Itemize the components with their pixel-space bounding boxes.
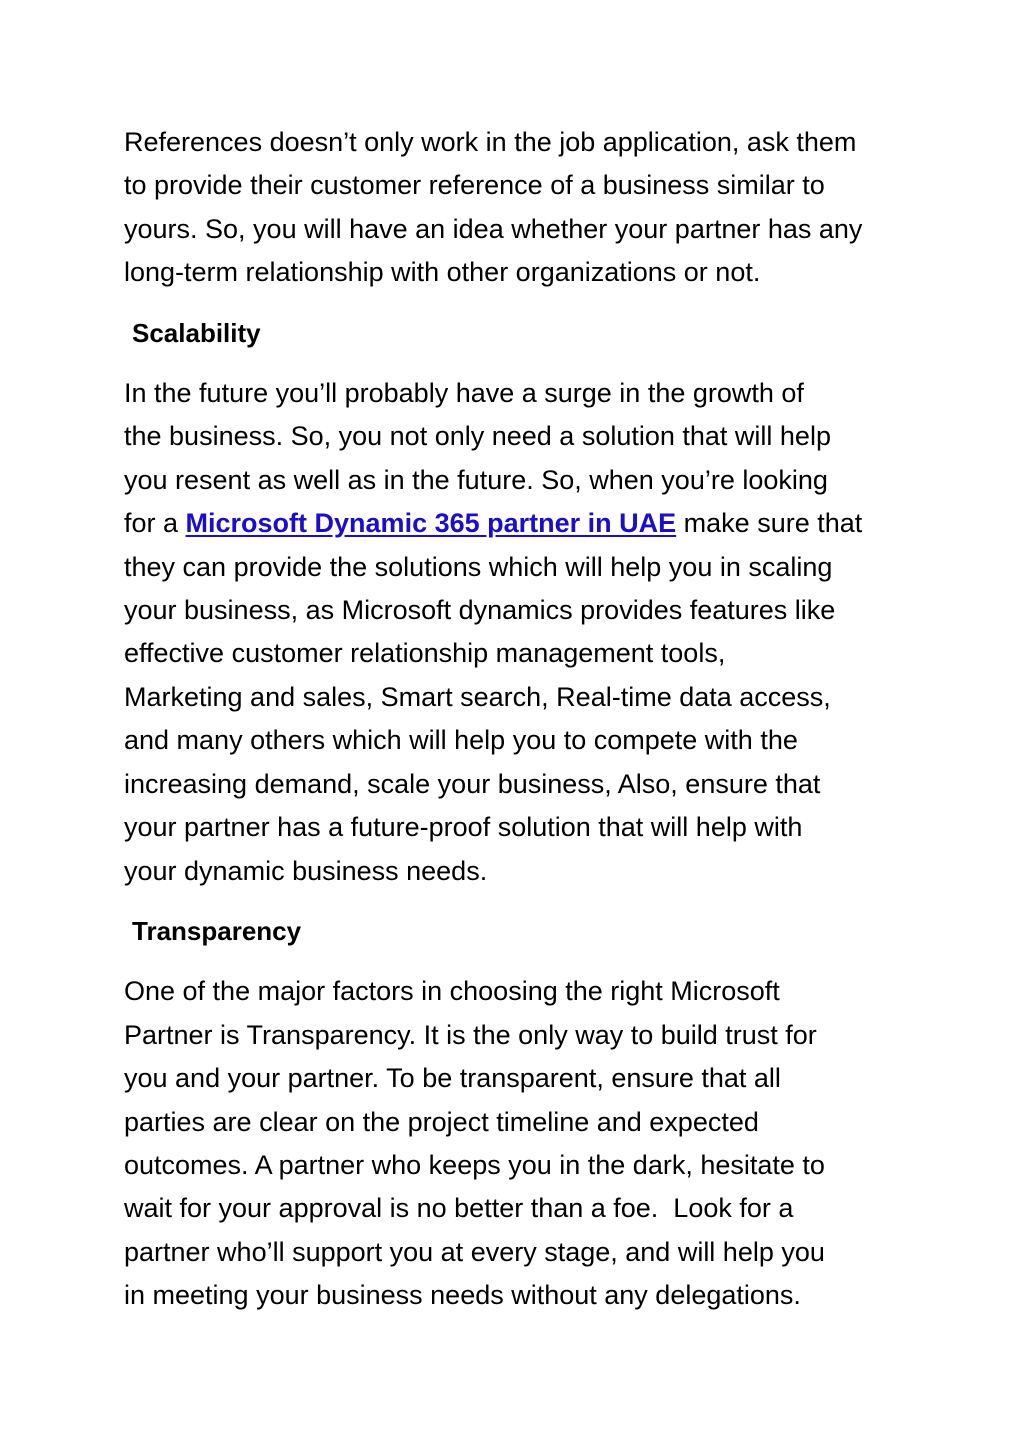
text-line: your partner has a future-proof solution that will help with [124, 812, 803, 843]
text-line: parties are clear on the project timeline and expected [124, 1106, 759, 1137]
text-line: partner who’ll support you at every stage, and will help you [124, 1236, 825, 1267]
text-line: the business. So, you not only need a solution that will help [124, 421, 831, 452]
text-line: effective customer relationship management tools, [124, 638, 726, 669]
text-line: in meeting your business needs without any delegations. [124, 1280, 801, 1311]
text-line: your business, as Microsoft dynamics provides features like [124, 595, 836, 626]
document-body [124, 121, 914, 1318]
text-fragment: make sure that [676, 508, 863, 539]
text-line: increasing demand, scale your business, Also, ensure that [124, 768, 821, 799]
text-line: and many others which will help you to compete with the [124, 725, 798, 756]
paragraph-transparency [124, 970, 914, 1317]
text-fragment: for a [124, 508, 186, 539]
text-line: Marketing and sales, Smart search, Real-time data access, [124, 681, 831, 712]
text-line: they can provide the solutions which will help you in scaling [124, 551, 833, 582]
text-line: wait for your approval is no better than a foe. Look for a [124, 1193, 794, 1224]
text-line: Partner is Transparency. It is the only way to build trust for [124, 1019, 817, 1050]
heading-transparency: Transparency [132, 915, 302, 946]
text-line: In the future you’ll probably have a surge in the growth of [124, 378, 804, 409]
text-line: References doesn’t only work in the job application, ask them [124, 127, 857, 157]
text-line: to provide their customer reference of a business similar to [124, 170, 825, 201]
text-line: long-term relationship with other organizations or not. [124, 257, 761, 288]
text-line: outcomes. A partner who keeps you in the dark, hesitate to [124, 1149, 825, 1180]
text-line: you and your partner. To be transparent, ensure that all [124, 1063, 781, 1094]
text-line: you resent as well as in the future. So, when you’re looking [124, 464, 828, 495]
text-line: One of the major factors in choosing the right Microsoft [124, 976, 780, 1007]
heading-scalability: Scalability [132, 317, 261, 348]
text-line-with-link [124, 502, 914, 545]
paragraph-references [124, 121, 914, 295]
text-line: yours. So, you will have an idea whether your partner has any [124, 213, 863, 244]
text-line: your dynamic business needs. [124, 855, 488, 886]
paragraph-scalability [124, 372, 914, 893]
microsoft-dynamics-partner-link[interactable]: Microsoft Dynamic 365 partner in UAE [185, 508, 677, 539]
